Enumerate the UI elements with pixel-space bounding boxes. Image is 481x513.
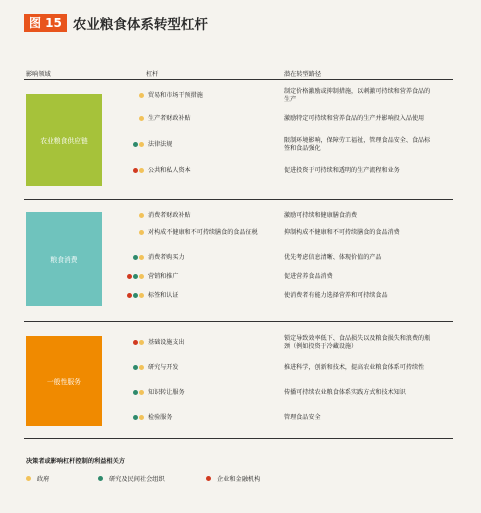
lever-label: 检验服务: [148, 414, 173, 421]
actor-dot-business: [127, 274, 132, 279]
lever-label: 营销和推广: [148, 273, 179, 280]
actor-dot-business: [133, 340, 138, 345]
lever-label: 消费者购买力: [148, 254, 185, 261]
domain-box-consumption: 粮食消费: [26, 212, 102, 306]
actor-dot-government: [139, 93, 144, 98]
actor-dots: [124, 340, 144, 345]
actor-dots: [124, 365, 144, 370]
lever-row: [124, 364, 444, 372]
lever-row: [124, 88, 444, 103]
actor-dot-government: [139, 274, 144, 279]
actor-dot-research: [133, 142, 138, 147]
figure-badge: 图 15: [24, 14, 67, 32]
lever-row: [124, 229, 444, 237]
lever-row: [124, 292, 444, 300]
actor-dot-government: [139, 255, 144, 260]
transformation-path: 限制环境影响，保障劳工福祉，管理食品安全、食品标签和食品强化: [284, 137, 431, 152]
actor-dot-research: [133, 274, 138, 279]
transformation-path: 传播可持续农业粮食体系实践方式和技术知识: [284, 389, 406, 396]
legend-dot: [206, 476, 211, 481]
actor-dot-research: [133, 255, 138, 260]
actor-dot-government: [139, 116, 144, 121]
actor-dot-government: [139, 142, 144, 147]
lever-label: 法律法规: [148, 141, 173, 148]
lever-row: [124, 212, 444, 220]
transformation-path: 使消费者有能力选择营养和可持续食品: [284, 292, 388, 299]
figure-title: 农业粮食体系转型杠杆: [72, 17, 208, 33]
actor-dots: [124, 213, 144, 218]
actor-dot-government: [139, 390, 144, 395]
actor-dot-business: [133, 168, 138, 173]
actor-dot-research: [133, 390, 138, 395]
lever-label: 消费者财政补贴: [148, 212, 191, 219]
actor-dot-government: [139, 340, 144, 345]
legend-item-government: [26, 474, 49, 483]
transformation-path: 推进科学，创新和技术，提高农业粮食体系可持续性: [284, 364, 425, 371]
transformation-path: 激励可持续和健康膳食消费: [284, 212, 358, 219]
legend-item-business: [206, 474, 260, 483]
column-header-lever: 杠杆: [146, 71, 159, 78]
lever-label: 知识转让服务: [148, 389, 185, 396]
lever-row: [124, 335, 444, 350]
transformation-path: 优先考虑信息清晰、体现价值的产品: [284, 254, 382, 261]
lever-row: [124, 167, 444, 175]
bottom-divider: [24, 438, 453, 439]
actor-dots: [124, 293, 144, 298]
legend-label: 研究及民间社会组织: [109, 476, 165, 483]
actor-dot-government: [139, 293, 144, 298]
lever-label: 公共和私人资本: [148, 167, 191, 174]
actor-dot-government: [139, 213, 144, 218]
lever-row: [124, 137, 444, 152]
actor-dot-research: [133, 293, 138, 298]
legend-dot: [98, 476, 103, 481]
lever-label: 标签和认证: [148, 292, 179, 299]
actor-dot-business: [127, 293, 132, 298]
figure-header: [24, 14, 208, 32]
legend-label: 企业和金融机构: [217, 476, 261, 483]
actor-dot-government: [139, 415, 144, 420]
transformation-path: 制定价格激励或抑制措施，以刺激可持续和营养食品的生产: [284, 88, 431, 103]
lever-label: 基础设施支出: [148, 339, 185, 346]
column-header-path: 潜在转型路径: [284, 71, 322, 78]
transformation-path: 促进营养食品消费: [284, 273, 333, 280]
transformation-path: 管理食品安全: [284, 414, 321, 421]
transformation-path: 抑制构成不健康和不可持续膳食的食品消费: [284, 229, 400, 236]
legend-label: 政府: [37, 476, 50, 483]
lever-row: [124, 273, 444, 281]
transformation-path: 激励特定可持续和营养食品的生产并影响投入品使用: [284, 115, 425, 122]
actor-dots: [124, 142, 144, 147]
actor-dot-government: [139, 365, 144, 370]
lever-label: 贸易和市场干预措施: [148, 92, 203, 99]
actor-dots: [124, 230, 144, 235]
domain-box-supply-chain: 农业粮食供应链: [26, 94, 102, 186]
lever-row: [124, 115, 444, 123]
header-divider: [24, 79, 453, 80]
legend-title: 决策者或影响杠杆控制的利益相关方: [26, 458, 125, 465]
actor-dots: [124, 255, 144, 260]
domain-box-general-services: 一般性服务: [26, 336, 102, 426]
actor-dots: [124, 93, 144, 98]
lever-row: [124, 414, 444, 422]
actor-dots: [124, 274, 144, 279]
actor-dots: [124, 390, 144, 395]
lever-row: [124, 389, 444, 397]
legend-item-research: [98, 474, 165, 483]
actor-dots: [124, 415, 144, 420]
actor-dot-government: [139, 168, 144, 173]
transformation-path: 锁定导致效率低下、食品损失以及粮食损失和浪费的瓶颈（例如投资于冷藏设施）: [284, 335, 431, 350]
actor-dots: [124, 116, 144, 121]
lever-label: 生产者财政补贴: [148, 115, 191, 122]
column-header-domain: 影响领域: [26, 71, 51, 78]
actor-dots: [124, 168, 144, 173]
section-divider: [24, 199, 453, 200]
lever-row: [124, 254, 444, 262]
actor-dot-research: [133, 415, 138, 420]
section-divider: [24, 321, 453, 322]
actor-dot-government: [139, 230, 144, 235]
lever-label: 研究与开发: [148, 364, 179, 371]
legend-dot: [26, 476, 31, 481]
transformation-path: 促进投资于可持续和透明的生产流程和业务: [284, 167, 400, 174]
actor-dot-research: [133, 365, 138, 370]
lever-label: 对构成不健康和不可持续膳食的食品征税: [148, 229, 258, 236]
